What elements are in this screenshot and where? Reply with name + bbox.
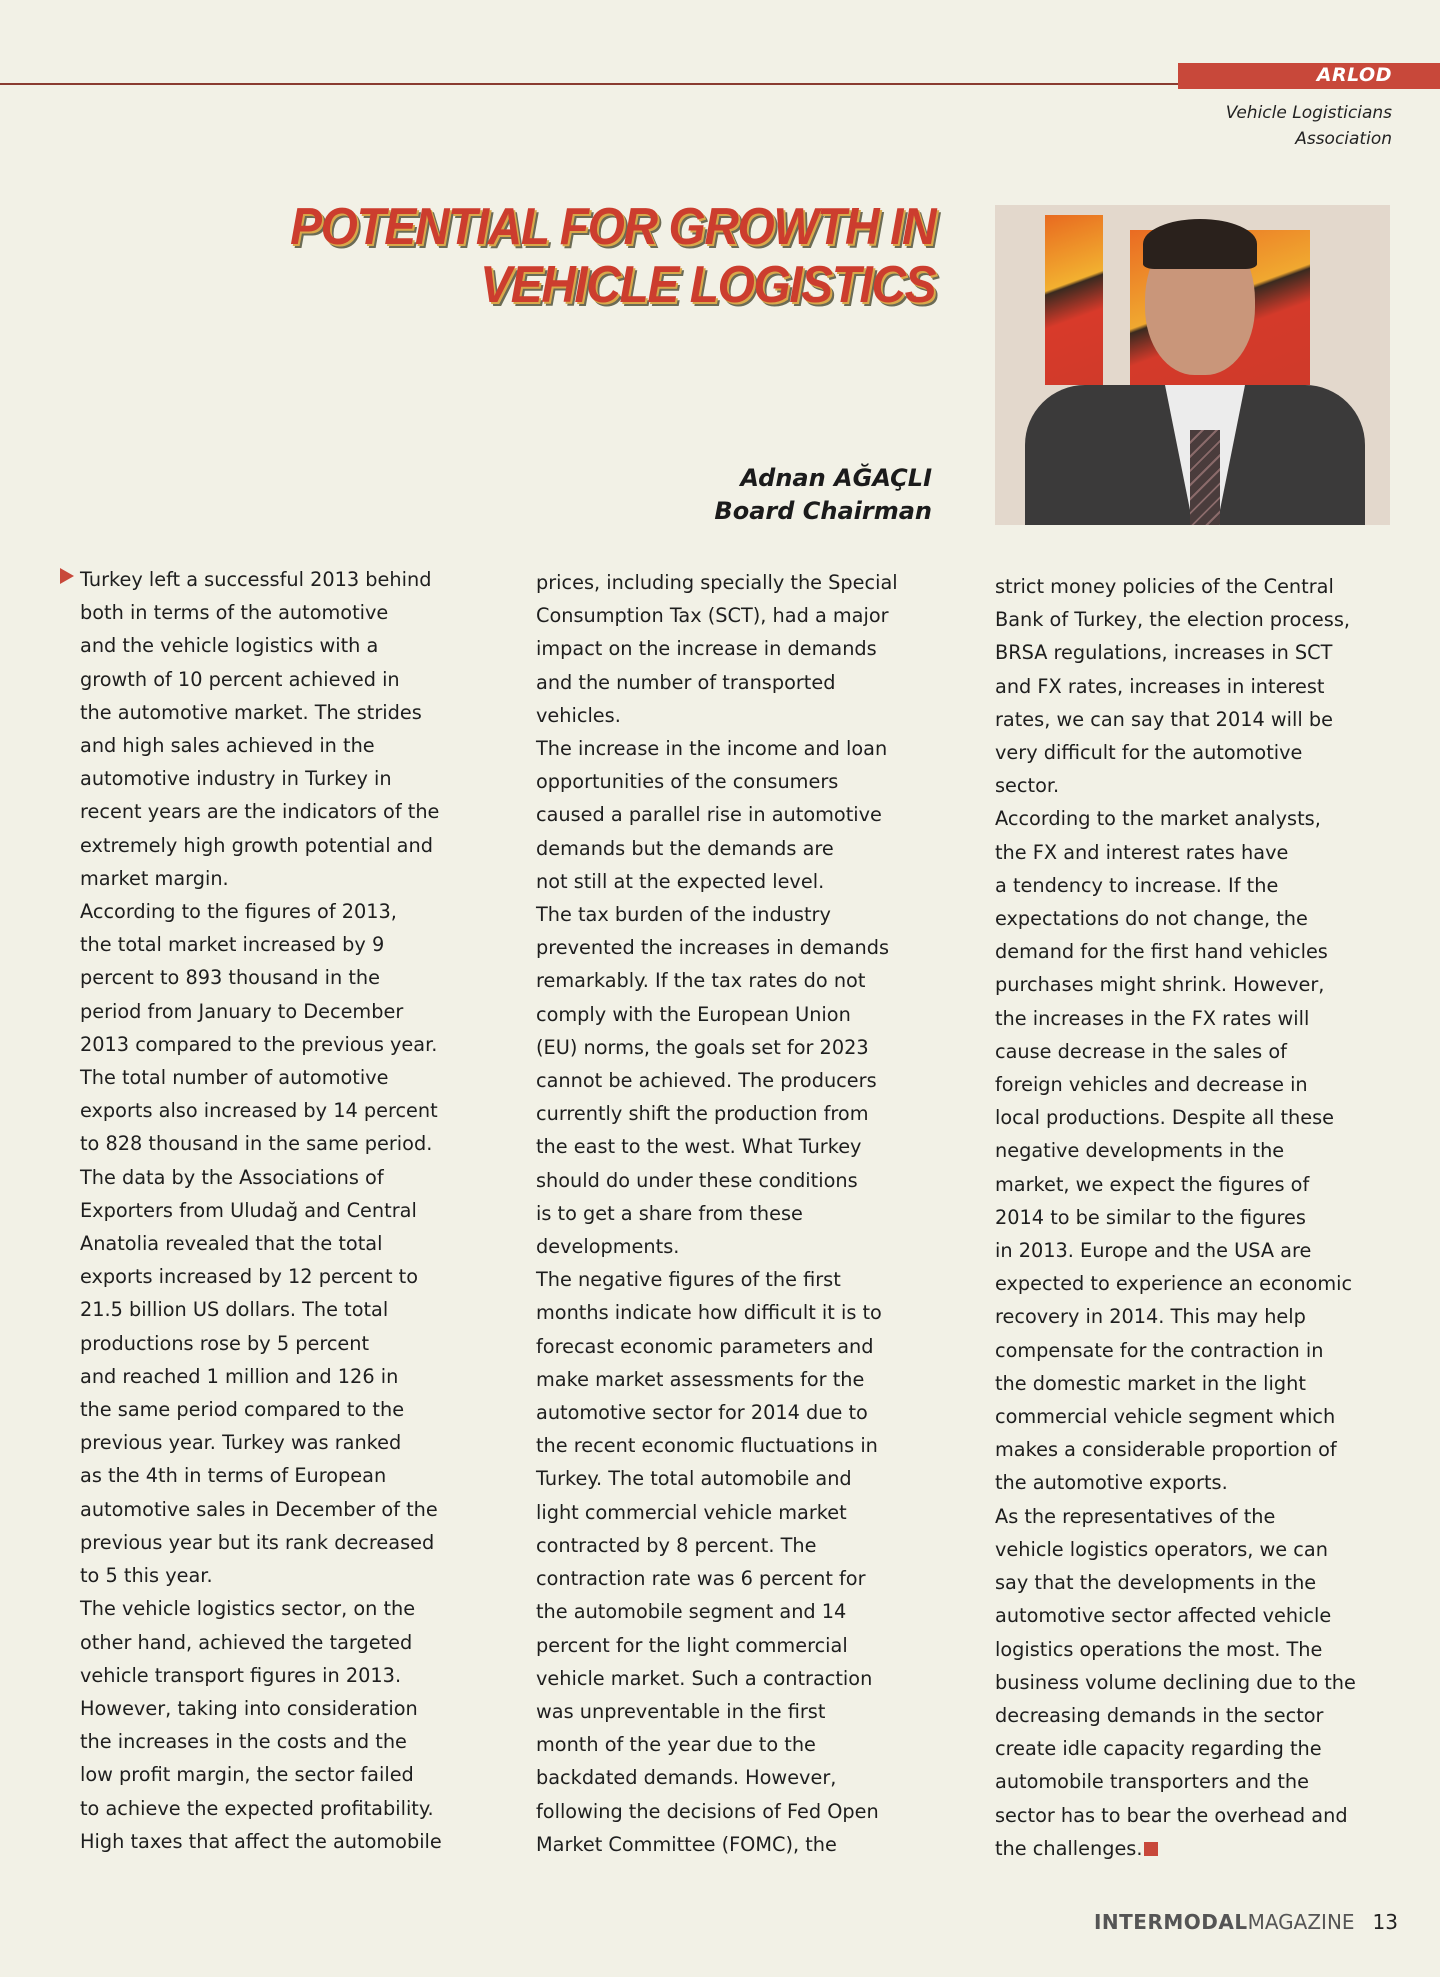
text-line: the total market increased by 9 (80, 933, 385, 957)
text-line: currently shift the production from (536, 1102, 869, 1126)
page-footer (1094, 1910, 1398, 1934)
text-line: caused a parallel rise in automotive (536, 803, 882, 827)
text-line: Consumption Tax (SCT), had a major (536, 604, 889, 628)
text-line: forecast economic parameters and (536, 1334, 874, 1358)
text-line: low profit margin, the sector failed (80, 1763, 414, 1787)
text-line: cause decrease in the sales of (995, 1039, 1287, 1063)
text-line: strict money policies of the Central (995, 575, 1334, 598)
text-line: Turkey. The total automobile and (536, 1467, 852, 1491)
section-tag-label: ARLOD (1316, 64, 1392, 86)
text-line: Market Committee (FOMC), the (536, 1832, 837, 1856)
hair (1143, 219, 1257, 269)
text-line: makes a considerable proportion of (995, 1438, 1337, 1462)
text-line: demands but the demands are (536, 836, 834, 860)
text-line: period from January to December (80, 999, 404, 1023)
text-line: automobile transporters and the (995, 1770, 1310, 1794)
text-line: automotive industry in Turkey in (80, 767, 392, 791)
text-line: As the representatives of the (995, 1504, 1276, 1528)
text-line: contraction rate was 6 percent for (536, 1567, 866, 1591)
text-line: rates, we can say that 2014 will be (995, 707, 1333, 731)
text-line: make market assessments for the (536, 1367, 865, 1391)
text-line: The increase in the income and loan (536, 737, 888, 761)
text-line: and FX rates, increases in interest (995, 674, 1325, 698)
text-line: 2013 compared to the previous year. (80, 1032, 438, 1056)
text-column-2 (536, 566, 926, 1861)
author-photo (995, 205, 1390, 525)
text-line: The negative figures of the first (536, 1268, 841, 1292)
text-line: According to the figures of 2013, (80, 900, 397, 924)
text-line: Bank of Turkey, the election process, (995, 608, 1351, 632)
article-title (290, 198, 935, 314)
text-line: and the vehicle logistics with a (80, 634, 379, 658)
text-line: the same period compared to the (80, 1398, 405, 1422)
text-line: recovery in 2014. This may help (995, 1305, 1306, 1329)
text-line: purchases might shrink. However, (995, 973, 1325, 997)
text-line: prevented the increases in demands (536, 936, 890, 960)
text-line: previous year but its rank decreased (80, 1530, 435, 1554)
text-line: should do under these conditions (536, 1168, 858, 1192)
text-line: previous year. Turkey was ranked (80, 1431, 402, 1455)
text-line: demand for the first hand vehicles (995, 940, 1328, 964)
text-line: The data by the Associations of (80, 1165, 384, 1189)
header-rule (0, 83, 1180, 85)
association-name (1226, 100, 1392, 152)
text-line: remarkably. If the tax rates do not (536, 969, 866, 993)
text-line: the automobile segment and 14 (536, 1600, 847, 1624)
text-line: decreasing demands in the sector (995, 1703, 1324, 1727)
text-line: the increases in the FX rates will (995, 1006, 1310, 1030)
text-line: vehicle transport figures in 2013. (80, 1663, 402, 1687)
text-line: commercial vehicle segment which (995, 1405, 1336, 1429)
text-line: Exporters from Uludağ and Central (80, 1198, 417, 1222)
poster-left (1045, 215, 1103, 385)
text-column-3 (995, 570, 1385, 1865)
text-line: developments. (536, 1235, 680, 1259)
text-line: Turkey left a successful 2013 behind (80, 568, 432, 591)
text-line: exports increased by 12 percent to (80, 1265, 419, 1289)
text-line: growth of 10 percent achieved in (80, 667, 400, 691)
text-line: foreign vehicles and decrease in (995, 1073, 1308, 1097)
end-mark-icon (1144, 1842, 1158, 1856)
text-line: cannot be achieved. The producers (536, 1069, 877, 1093)
tie (1190, 430, 1220, 525)
text-line: say that the developments in the (995, 1571, 1317, 1595)
text-line: The vehicle logistics sector, on the (80, 1597, 416, 1621)
text-line: logistics operations the most. The (995, 1637, 1323, 1661)
text-line: the increases in the costs and the (80, 1730, 407, 1754)
text-line: opportunities of the consumers (536, 770, 839, 794)
text-line: business volume declining due to the (995, 1670, 1356, 1694)
text-line: recent years are the indicators of the (80, 800, 440, 824)
text-line: market margin. (80, 866, 229, 890)
title-line-2: VEHICLE LOGISTICS (480, 256, 935, 314)
text-line: BRSA regulations, increases in SCT (995, 641, 1333, 665)
text-line: not still at the expected level. (536, 869, 825, 893)
text-line: impact on the increase in demands (536, 637, 877, 661)
text-line: following the decisions of Fed Open (536, 1799, 879, 1823)
text-line: the automotive exports. (995, 1471, 1228, 1495)
text-line: was unpreventable in the first (536, 1699, 826, 1723)
text-line: However, taking into consideration (80, 1696, 418, 1720)
text-line: negative developments in the (995, 1139, 1285, 1163)
text-line: is to get a share from these (536, 1201, 803, 1225)
text-line: a tendency to increase. If the (995, 873, 1279, 897)
text-line: the recent economic fluctuations in (536, 1434, 878, 1458)
text-line: and the number of transported (536, 670, 836, 694)
text-line: very difficult for the automotive (995, 741, 1303, 765)
text-line: the domestic market in the light (995, 1371, 1306, 1395)
text-line: market, we expect the figures of (995, 1172, 1310, 1196)
text-line: compensate for the contraction in (995, 1338, 1324, 1362)
title-line-1: POTENTIAL FOR GROWTH IN (289, 198, 935, 256)
text-line: sector has to bear the overhead and (995, 1803, 1348, 1827)
text-line: the challenges. (995, 1832, 1385, 1865)
text-line: the automotive market. The strides (80, 700, 422, 724)
association-line-1: Vehicle Logisticians (1225, 103, 1392, 123)
text-line: extremely high growth potential and (80, 833, 433, 857)
text-line: local productions. Despite all these (995, 1106, 1335, 1130)
text-line: (EU) norms, the goals set for 2023 (536, 1035, 869, 1059)
text-line: month of the year due to the (536, 1733, 816, 1757)
text-line: Anatolia revealed that the total (80, 1232, 383, 1256)
text-line: as the 4th in terms of European (80, 1464, 387, 1488)
text-line: comply with the European Union (536, 1002, 851, 1026)
text-line: 21.5 billion US dollars. The total (80, 1298, 389, 1322)
text-line: automotive sector affected vehicle (995, 1604, 1332, 1628)
text-line: 2014 to be similar to the figures (995, 1205, 1306, 1229)
text-column-1 (80, 563, 470, 1858)
section-tag (1178, 63, 1440, 89)
text-line: and reached 1 million and 126 in (80, 1364, 399, 1388)
text-line: According to the market analysts, (995, 807, 1321, 831)
association-line-2: Association (1295, 129, 1392, 149)
text-line: High taxes that affect the automobile (80, 1829, 442, 1853)
text-line: both in terms of the automotive (80, 601, 389, 625)
text-line: automotive sector for 2014 due to (536, 1401, 868, 1425)
text-line: vehicle logistics operators, we can (995, 1537, 1328, 1561)
text-line: light commercial vehicle market (536, 1500, 847, 1524)
text-line: exports also increased by 14 percent (80, 1099, 438, 1123)
magazine-brand-light: MAGAZINE (1247, 1910, 1355, 1934)
text-line: and high sales achieved in the (80, 734, 375, 758)
text-line: automotive sales in December of the (80, 1497, 438, 1521)
text-line: percent to 893 thousand in the (80, 966, 380, 990)
text-line: prices, including specially the Special (536, 571, 898, 594)
text-line: vehicle market. Such a contraction (536, 1666, 873, 1690)
page-number: 13 (1372, 1910, 1398, 1934)
text-line: productions rose by 5 percent (80, 1331, 370, 1355)
text-line: expectations do not change, the (995, 907, 1308, 931)
text-line: other hand, achieved the targeted (80, 1630, 413, 1654)
magazine-brand-bold: INTERMODAL (1093, 1910, 1248, 1934)
text-line: to 828 thousand in the same period. (80, 1132, 433, 1156)
text-line: The tax burden of the industry (536, 903, 831, 927)
text-line: the FX and interest rates have (995, 840, 1289, 864)
text-line: in 2013. Europe and the USA are (995, 1239, 1312, 1263)
text-line: create idle capacity regarding the (995, 1737, 1322, 1761)
text-line: expected to experience an economic (995, 1272, 1353, 1296)
text-line: to achieve the expected profitability. (80, 1796, 434, 1820)
author-name: Adnan AĞAÇLI (740, 464, 932, 492)
text-line: vehicles. (536, 703, 621, 727)
text-line: percent for the light commercial (536, 1633, 848, 1657)
author-byline (714, 462, 932, 528)
text-line: backdated demands. However, (536, 1766, 837, 1790)
text-line: contracted by 8 percent. The (536, 1533, 817, 1557)
author-role: Board Chairman (714, 497, 932, 525)
text-line: The total number of automotive (80, 1066, 389, 1090)
text-line: months indicate how difficult it is to (536, 1301, 882, 1325)
text-line: the east to the west. What Turkey (536, 1135, 862, 1159)
text-line: to 5 this year. (80, 1564, 213, 1588)
text-line: sector. (995, 774, 1060, 798)
bullet-triangle-icon (60, 568, 74, 584)
